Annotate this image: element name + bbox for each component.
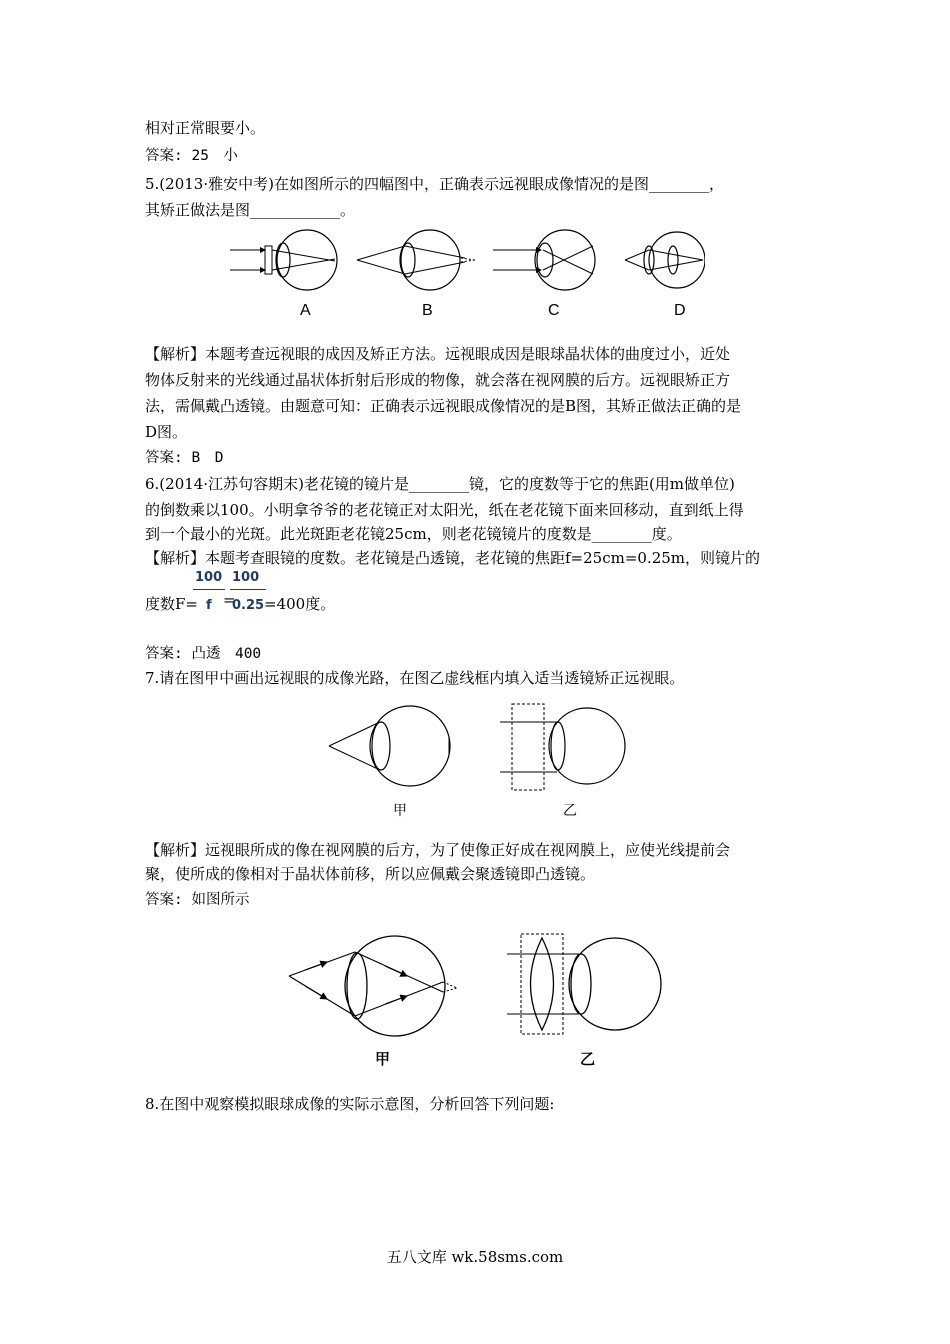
fraction-denominator: f bbox=[206, 598, 212, 613]
question-8: 8.在图中观察模拟眼球成像的实际示意图，分析回答下列问题: bbox=[145, 1095, 555, 1113]
label-jia: 甲 bbox=[393, 802, 407, 818]
formula-result: =400度。 bbox=[264, 595, 336, 613]
answer-line: 答案: 25 小 bbox=[145, 148, 238, 164]
answer-line: 答案: 凸透 400 bbox=[145, 646, 262, 662]
diagram-c bbox=[493, 230, 595, 290]
fraction-numerator: 100 bbox=[232, 570, 260, 585]
equals-sign: = bbox=[223, 591, 236, 609]
answer-label-jia: 甲 bbox=[375, 1051, 391, 1068]
analysis-line: 【解析】本题考查眼镜的度数。老花镜是凸透镜，老花镜的焦距f=25cm=0.25m，则镜片的 bbox=[145, 549, 761, 567]
label-yi: 乙 bbox=[563, 802, 577, 818]
fraction-denominator: 0.25 bbox=[232, 598, 265, 613]
answer-diagram-yi bbox=[507, 934, 661, 1034]
eye-diagram-q5 bbox=[225, 228, 705, 328]
question-5-line1: 5.(2013·雅安中考)在如图所示的四幅图中，正确表示远视眼成像情况的是图________， bbox=[145, 175, 724, 193]
answer-label-yi: 乙 bbox=[580, 1051, 596, 1068]
formula-prefix: 度数F= bbox=[145, 595, 198, 613]
question-6-line2: 的倒数乘以100。小明拿爷爷的老花镜正对太阳光，纸在老花镜下面来回移动，直到纸上得 bbox=[145, 501, 744, 519]
page-footer: 五八文库 wk.58sms.com bbox=[386, 1248, 564, 1266]
analysis-line: 物体反射来的光线通过晶状体折射后形成的物像，就会落在视网膜的后方。远视眼矫正方 bbox=[145, 371, 731, 389]
diagram-jia bbox=[329, 706, 450, 786]
question-5-line2: 其矫正做法是图____________。 bbox=[145, 201, 356, 219]
analysis-line: 【解析】远视眼所成的像在视网膜的后方，为了使像正好成在视网膜上，应使光线提前会 bbox=[145, 841, 731, 859]
diagram-yi bbox=[500, 704, 625, 790]
label-a: A bbox=[300, 302, 311, 319]
label-d: D bbox=[674, 302, 686, 319]
answer-line: 答案: 如图所示 bbox=[145, 892, 250, 908]
diagram-b bbox=[357, 230, 475, 290]
diagram-d bbox=[625, 232, 705, 288]
diagram-a bbox=[230, 230, 337, 290]
eye-diagram-q7 bbox=[325, 700, 635, 795]
answer-diagram-jia bbox=[289, 936, 457, 1036]
analysis-line: 【解析】本题考查远视眼的成因及矫正方法。远视眼成因是眼球晶状体的曲度过小，近处 bbox=[145, 345, 731, 363]
question-7: 7.请在图甲中画出远视眼的成像光路，在图乙虚线框内填入适当透镜矫正远视眼。 bbox=[145, 669, 685, 687]
analysis-line: D图。 bbox=[145, 423, 188, 441]
label-c: C bbox=[548, 302, 560, 319]
question-6-line1: 6.(2014·江苏句容期末)老花镜的镜片是________镜，它的度数等于它的焦距(用m做单位) bbox=[145, 475, 735, 493]
fraction-numerator: 100 bbox=[195, 570, 223, 585]
fraction-bar bbox=[230, 589, 266, 590]
answer-line: 答案: B D bbox=[145, 450, 224, 466]
text-line: 相对正常眼要小。 bbox=[145, 119, 266, 137]
fraction-bar bbox=[193, 589, 225, 590]
analysis-line: 聚，使所成的像相对于晶状体前移，所以应佩戴会聚透镜即凸透镜。 bbox=[145, 865, 596, 883]
eye-diagram-answer bbox=[285, 930, 675, 1045]
question-6-line3: 到一个最小的光斑。此光斑距老花镜25cm，则老花镜镜片的度数是________度。 bbox=[145, 525, 682, 543]
label-b: B bbox=[422, 302, 433, 319]
analysis-line: 法，需佩戴凸透镜。由题意可知：正确表示远视眼成像情况的是B图，其矫正做法正确的是 bbox=[145, 397, 742, 415]
